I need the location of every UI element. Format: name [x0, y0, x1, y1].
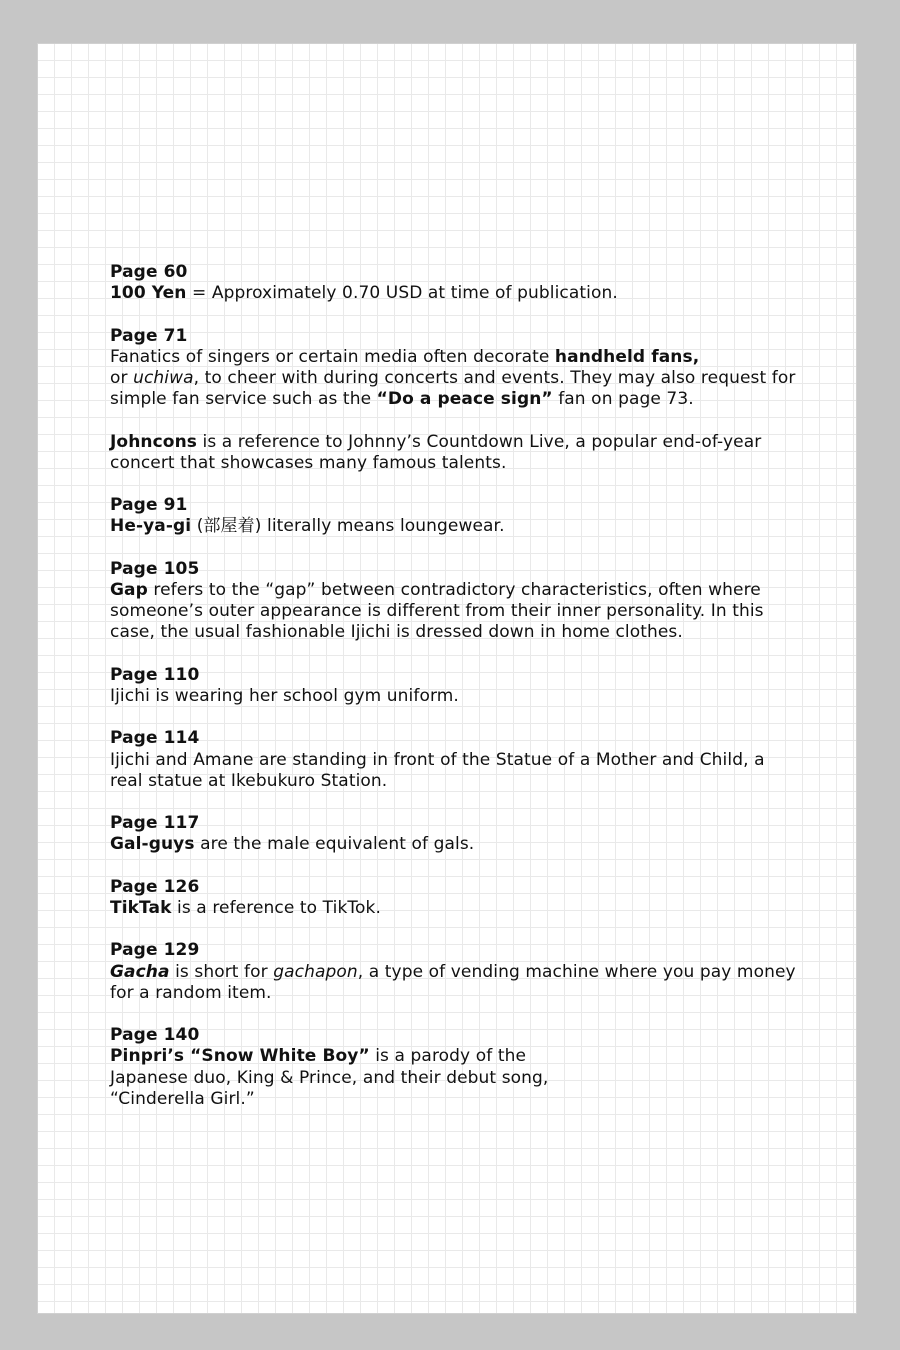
term: TikTak [110, 897, 172, 918]
note-heading: Page 114 [110, 728, 200, 749]
note-heading: Page 60 [110, 262, 188, 282]
note-page-110 [110, 665, 800, 707]
note-heading: Page 105 [110, 558, 200, 579]
term: 100 Yen [110, 283, 187, 304]
note-body [110, 898, 800, 919]
text: Fanatics of singers or certain media often decorate [110, 346, 555, 367]
term: Gal-guys [110, 834, 195, 855]
text: refers to the “gap” between contradictory characteristics, often where someone’s outer appearance is different from their inner personality. In this case, the usual fashionable Ijichi is dressed down in home clothes. [110, 579, 764, 643]
note-heading: Page 91 [110, 495, 188, 516]
note-heading: Page 71 [110, 325, 188, 346]
text: is a reference to Johnny’s Countdown Live, a popular end-of-year concert that showcases many famous talents. [110, 431, 762, 473]
text: = Approximately 0.70 USD at time of publication. [186, 283, 618, 304]
translation-notes [110, 262, 800, 1131]
note-body [110, 283, 800, 304]
term: Gap [110, 579, 148, 600]
note-page-140 [110, 1025, 800, 1110]
term: Johncons [110, 431, 197, 452]
text: fan on page 73. [552, 389, 694, 410]
note-page-71 [110, 326, 800, 411]
note-page-60 [110, 262, 800, 304]
text: “Cinderella Girl.” [110, 1088, 255, 1109]
note-heading: Page 126 [110, 876, 200, 897]
text: , to cheer with during concerts and events. They may also request for simple fan service such as the [110, 368, 796, 410]
note-page-117 [110, 813, 800, 855]
text: Japanese duo, King & Prince, and their debut song, [110, 1067, 549, 1088]
note-body [110, 347, 800, 411]
note-heading: Page 117 [110, 813, 200, 834]
note-heading: Page 129 [110, 940, 200, 961]
note-body [110, 580, 800, 644]
text: is short for [169, 961, 274, 982]
text: is a parody of the [369, 1046, 527, 1067]
note-page-129 [110, 940, 800, 1004]
note-body [110, 962, 800, 1004]
note-body [110, 1046, 800, 1110]
note-heading: Page 110 [110, 664, 200, 685]
note-johncons [110, 432, 800, 474]
text: or [110, 368, 134, 388]
term: “Do a peace sign” [376, 389, 553, 410]
text: are the male equivalent of gals. [194, 834, 475, 855]
note-page-105 [110, 559, 800, 644]
note-page-114 [110, 728, 800, 792]
note-page-91 [110, 495, 800, 537]
text: , a type of vending machine where you pay money for a random item. [110, 961, 796, 1003]
note-heading: Page 140 [110, 1025, 200, 1046]
term-italic: gachapon [273, 961, 358, 982]
term: He-ya-gi [110, 516, 192, 537]
note-body [110, 516, 800, 537]
text: is a reference to TikTok. [171, 897, 381, 918]
term: handheld fans, [554, 346, 700, 367]
note-body [110, 834, 800, 855]
term-bold-italic: Gacha [110, 961, 170, 982]
note-body: Ijichi is wearing her school gym uniform. [110, 685, 459, 706]
term: Pinpri’s “Snow White Boy” [110, 1046, 370, 1067]
note-body: Ijichi and Amane are standing in front of the Statue of a Mother and Child, a real statue at Ikebukuro Station. [110, 749, 765, 791]
text: (部屋着) literally means loungewear. [191, 516, 505, 537]
term-italic: uchiwa [133, 368, 194, 388]
note-page-126 [110, 877, 800, 919]
note-body [110, 432, 800, 474]
